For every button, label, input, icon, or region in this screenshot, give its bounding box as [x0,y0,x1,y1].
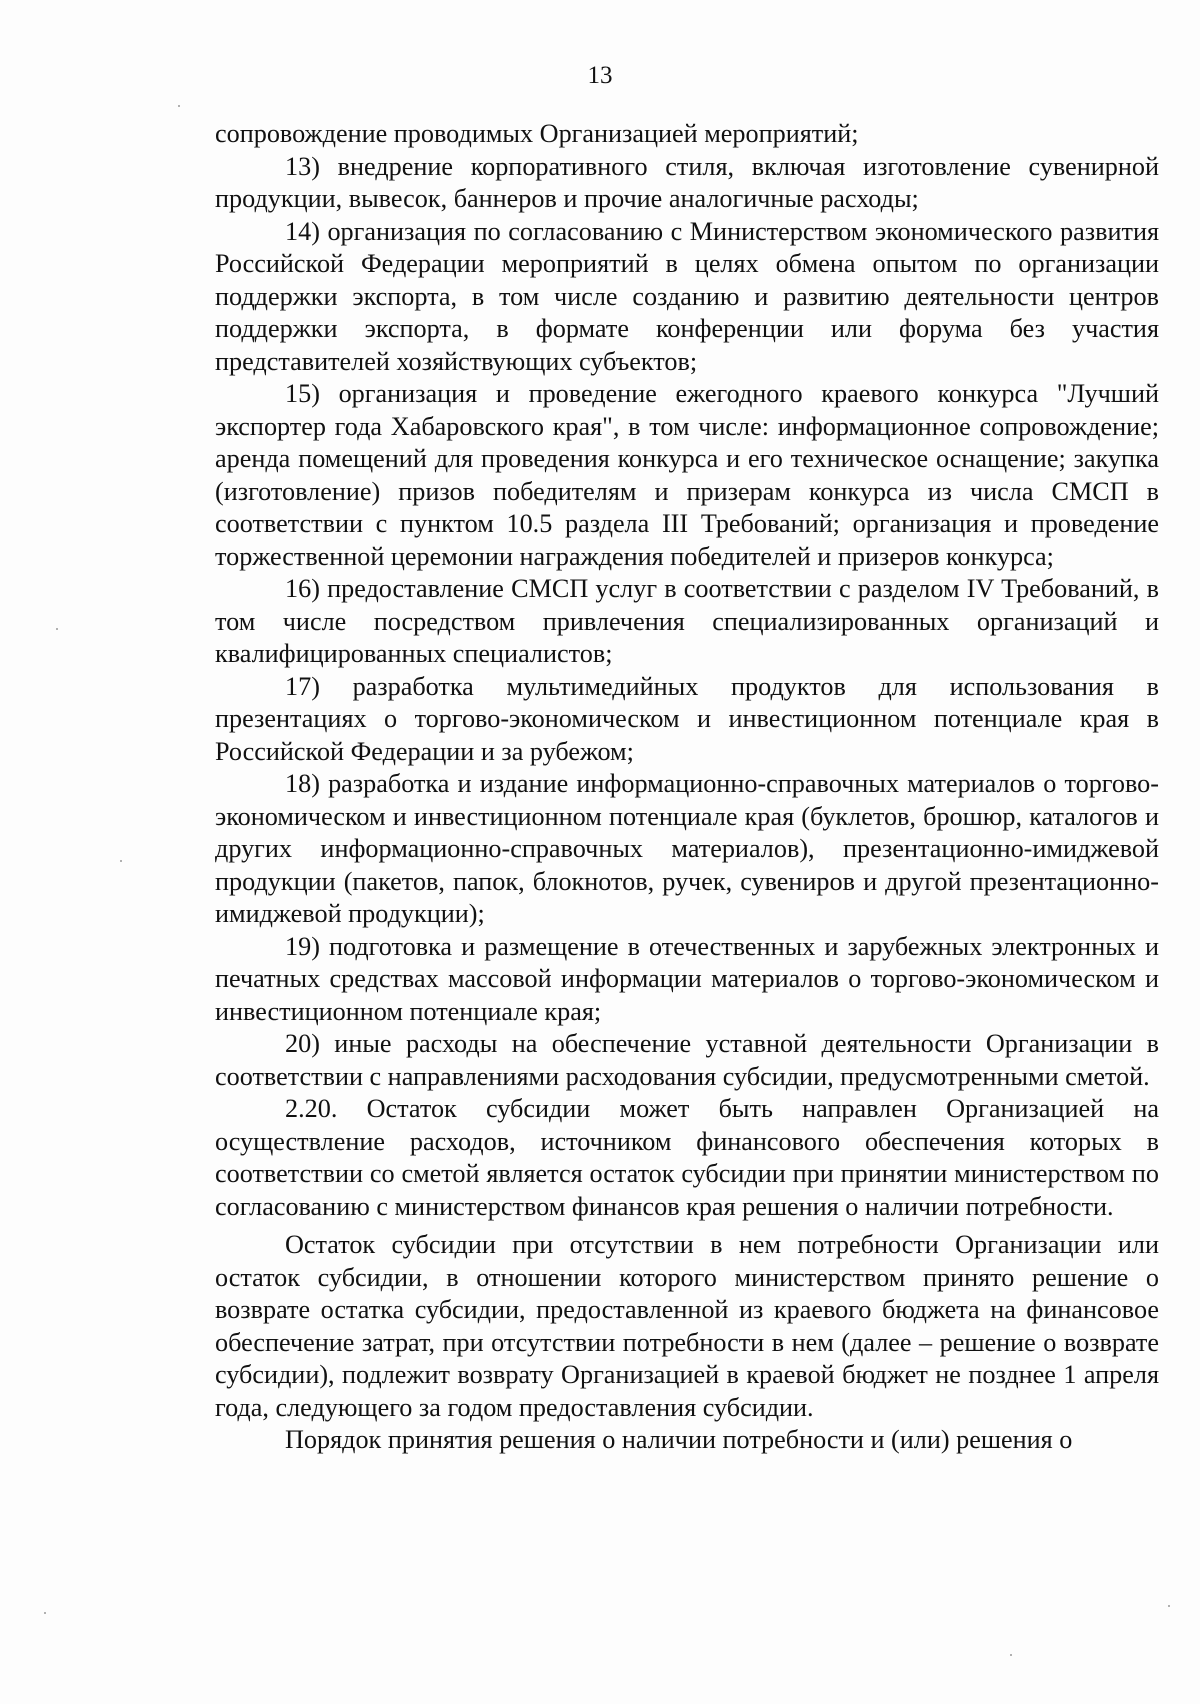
paragraph-item-17: 17) разработка мультимедийных продуктов для использования в презентациях о торгово-экономическом и инвестиционном потенциале края в Российской Федерации и за рубежом; [215,671,1159,766]
scan-speck [1168,1605,1170,1607]
scan-speck [178,105,180,107]
paragraph-section-2-20: 2.20. Остаток субсидии может быть направлен Организацией на осуществление расходов, источником финансового обеспечения которых в соответствии со сметой является остаток субсидии при принятии министерством по согласованию с министерством финансов края решения о наличии потребности. [215,1094,1159,1221]
paragraph-item-20: 20) иные расходы на обеспечение уставной деятельности Организации в соответствии с направлениями расходования субсидии, предусмотренными сметой. [215,1029,1159,1091]
paragraph-item-15: 15) организация и проведение ежегодного краевого конкурса "Лучший экспортер года Хабаровского края", в том числе: информационное сопровождение; аренда помещений для проведения конкурса и его техническое оснащение; закупка (изготовление) призов победителям и призерам конкурса из числа СМСП в соответствии с пунктом 10.5 раздела III Требований; организация и проведение торжественной церемонии награждения победителей и призеров конкурса; [215,379,1159,571]
scan-speck [120,860,122,862]
page-number: 13 [587,62,613,89]
paragraph-item-16: 16) предоставление СМСП услуг в соответствии с разделом IV Требований, в том числе посредством привлечения специализированных организаций и квалифицированных специалистов; [215,574,1159,668]
paragraph-remainder-return: Остаток субсидии при отсутствии в нем потребности Организации или остаток субсидии, в отношении которого министерством принято решение о возврате остатка субсидии, предоставленной из краевого бюджета на финансовое обеспечение затрат, при отсутствии потребности в нем (далее – решение о возврате субсидии), подлежит возврату Организацией в краевой бюджет не позднее 1 апреля года, следующего за годом предоставления субсидии. [215,1230,1159,1422]
scan-speck [56,628,58,630]
paragraph-item-13: 13) внедрение корпоративного стиля, включая изготовление сувенирной продукции, вывесок, баннеров и прочие аналогичные расходы; [215,151,1159,213]
paragraph-item-14: 14) организация по согласованию с Министерством экономического развития Российской Федерации мероприятий в целях обмена опытом по организации поддержки экспорта, в том числе созданию и развитию деятельности центров поддержки экспорта, в формате конференции или форума без участия представителей хозяйствующих субъектов; [215,216,1159,376]
scan-speck [1010,1654,1012,1656]
paragraph-item-18: 18) разработка и издание информационно-справочных материалов о торгово-экономическом и инвестиционном потенциале края (буклетов, брошюр, каталогов и других информационно-справочных материалов), презентационно-имиджевой продукции (пакетов, папок, блокнотов, ручек, сувениров и другой презентационно-имиджевой продукции); [215,769,1159,928]
paragraph-continuation: сопровождение проводимых Организацией мероприятий; [215,119,859,148]
paragraph-item-19: 19) подготовка и размещение в отечественных и зарубежных электронных и печатных средствах массовой информации материалов о торгово-экономическом и инвестиционном потенциале края; [215,931,1159,1026]
scan-speck [44,1612,46,1614]
paragraph-decision-procedure: Порядок принятия решения о наличии потребности и (или) решения о [285,1425,1073,1454]
document-body [215,118,1159,1457]
